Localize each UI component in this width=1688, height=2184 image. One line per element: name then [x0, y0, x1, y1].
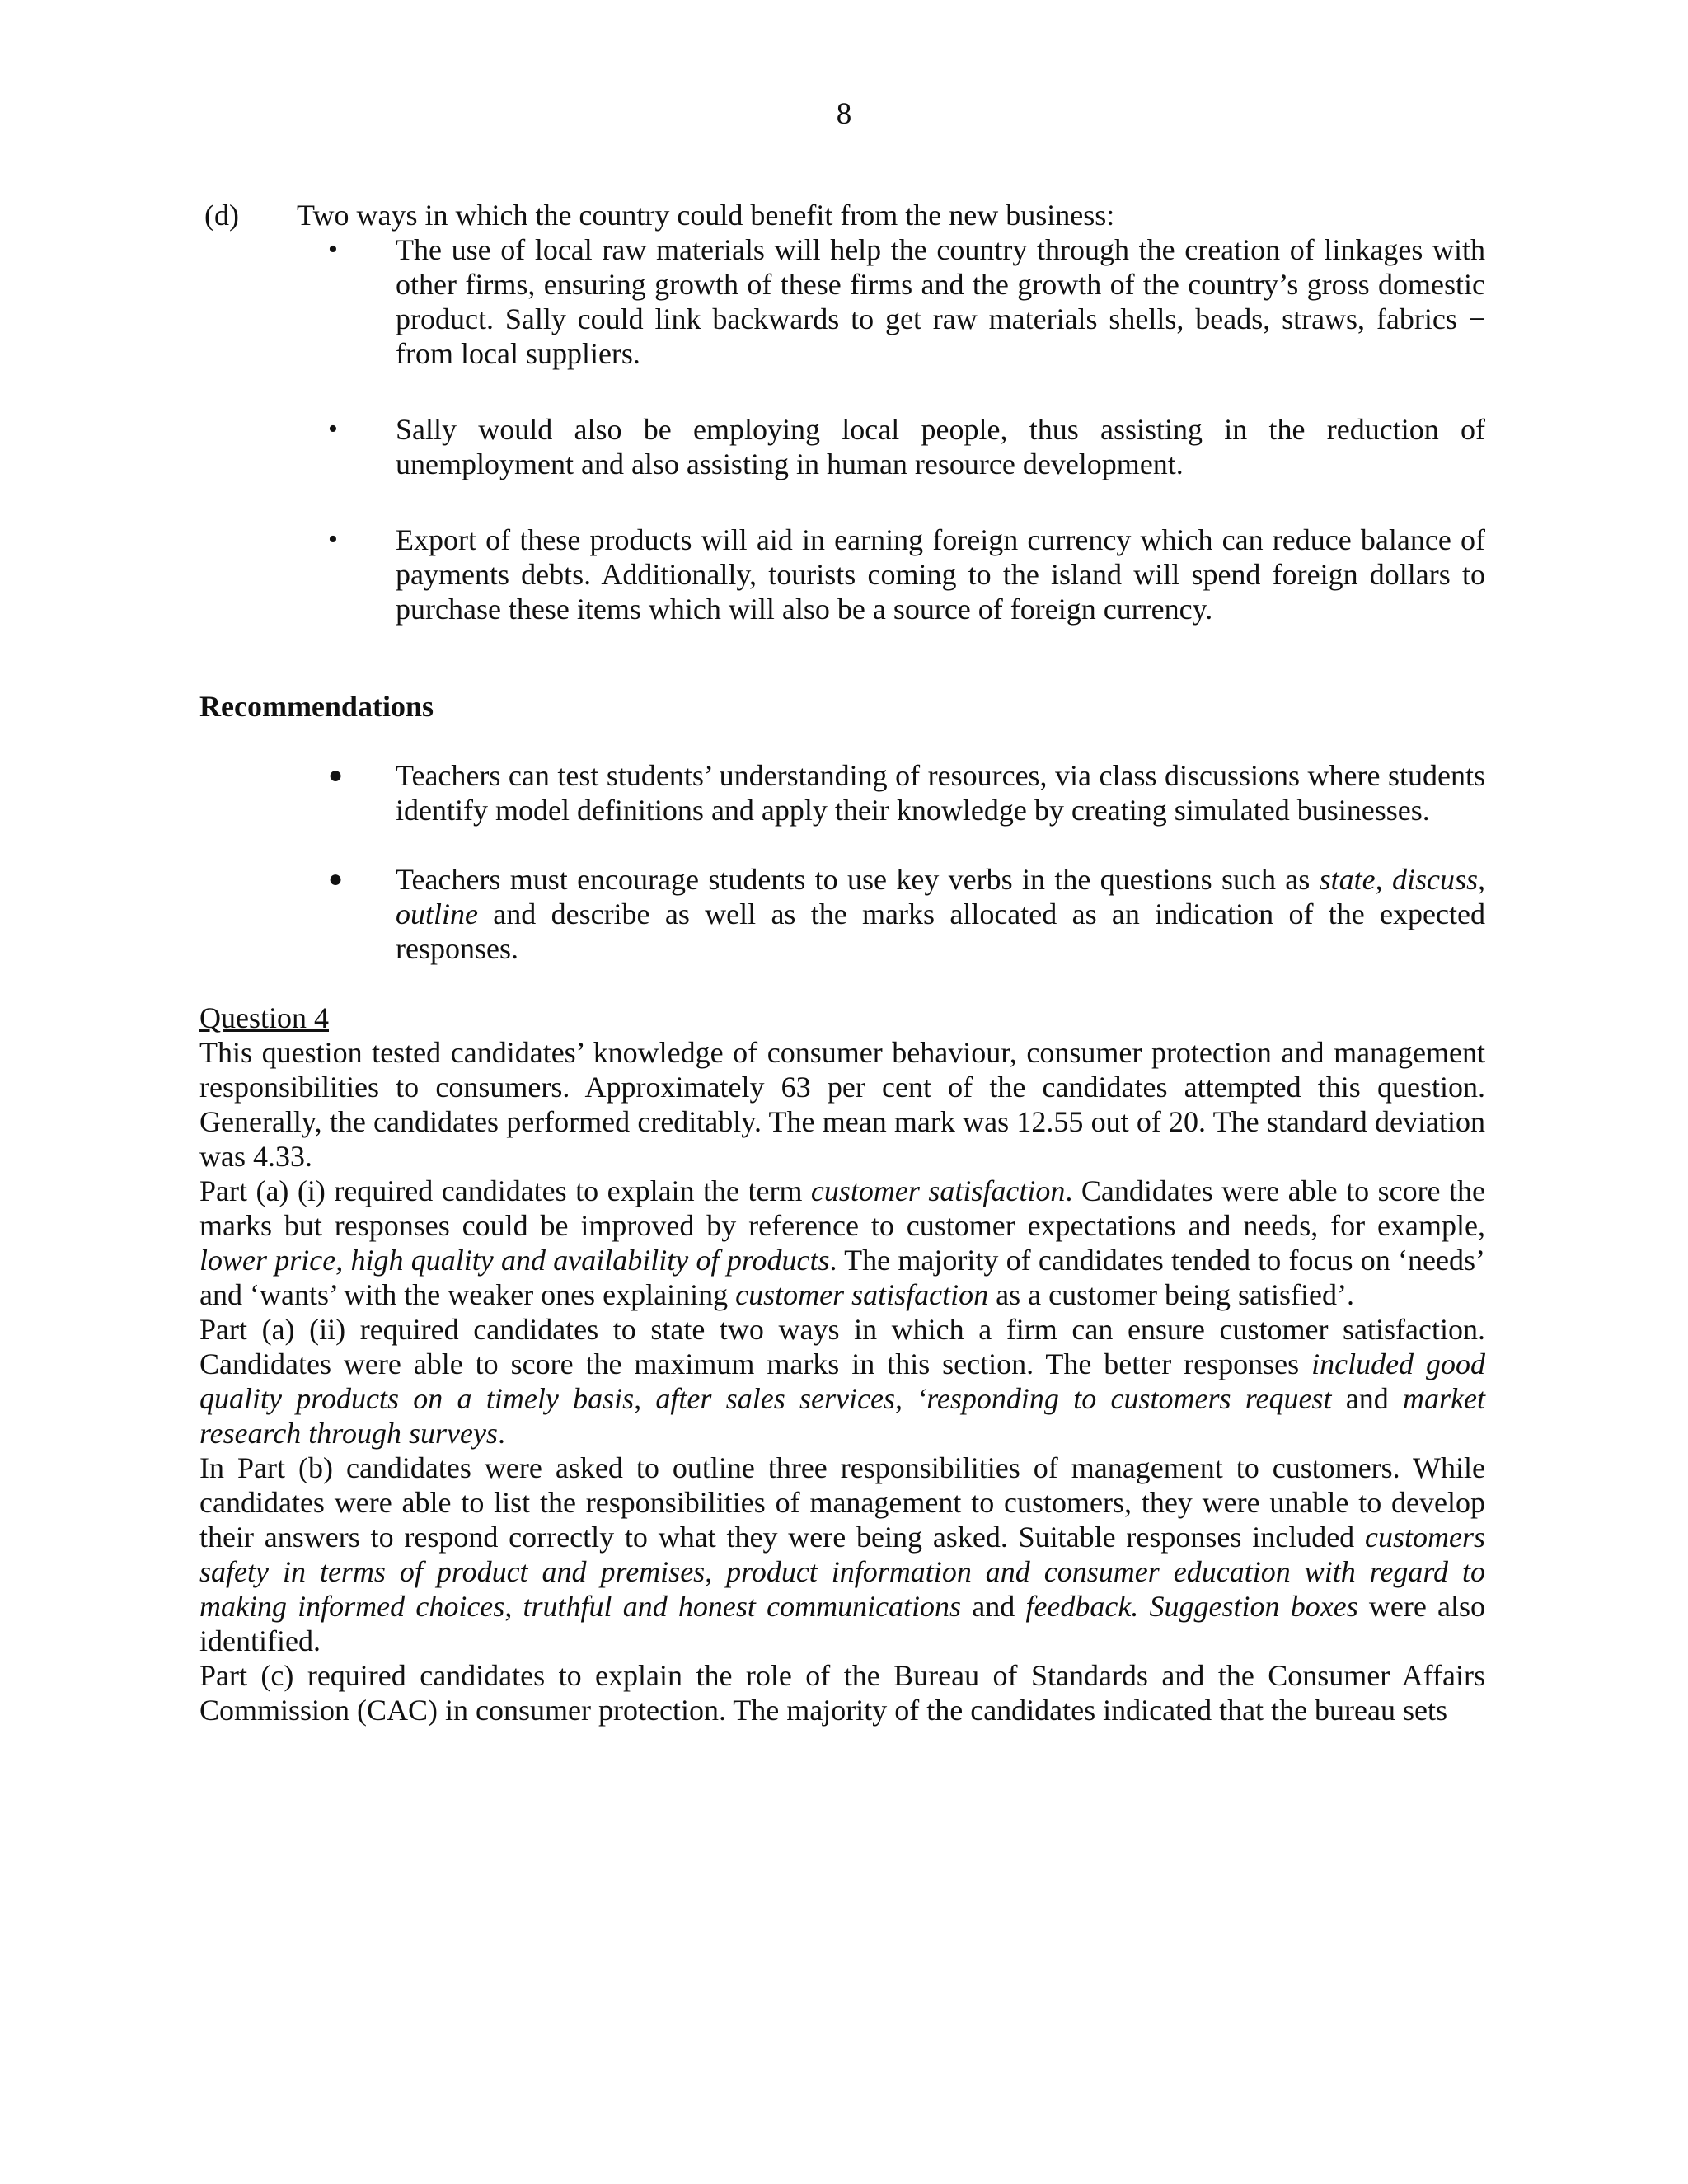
- list-item: [328, 523, 1485, 626]
- page-content: [199, 198, 1485, 1727]
- bullet-text: Export of these products will aid in earning foreign currency which can reduce balance of payments debts. Additionally, tourists coming to the island will spend foreign dollars to purchase these items which will also be a source of foreign currency.: [396, 523, 1485, 626]
- page-number: 8: [836, 97, 852, 131]
- part-c-paragraph: Part (c) required candidates to explain the role of the Bureau of Standards and the Consumer Affairs Commission (CAC) in consumer protection. The majority of the candidates indicated that the bureau sets: [199, 1659, 1485, 1727]
- part-a-ii-paragraph: Part (a) (ii) required candidates to state two ways in which a firm can ensure customer satisfaction. Candidates were able to score the maximum marks in this section. The better responses included good quality products on a timely basis, after sales services, ‘responding to customers request and market research through surveys.: [199, 1313, 1485, 1450]
- recommendation-text: Teachers must encourage students to use key verbs in the questions such as state, discuss, outline and describe as well as the marks allocated as an indication of the expected responses.: [396, 863, 1485, 965]
- part-a-i-paragraph: Part (a) (i) required candidates to explain the term customer satisfaction. Candidates were able to score the marks but responses could be improved by reference to customer expectations and needs, for example, lower price, high quality and availability of products. The majority of candidates tended to focus on ‘needs’ and ‘wants’ with the weaker ones explaining customer satisfaction as a customer being satisfied’.: [199, 1174, 1485, 1311]
- recommendations-heading: Recommendations: [199, 690, 434, 723]
- bullet-icon: ●: [328, 865, 344, 893]
- bullet-text: Sally would also be employing local people, thus assisting in the reduction of unemployment and also assisting in human resource development.: [396, 413, 1485, 480]
- section-d-intro: Two ways in which the country could benefit from the new business:: [297, 199, 1115, 232]
- recommendations-list: [199, 758, 1485, 966]
- bullet-icon: ●: [328, 762, 344, 789]
- question-4-heading: Question 4: [199, 1001, 329, 1034]
- list-item: [328, 862, 1485, 966]
- list-item: [328, 412, 1485, 481]
- question-4-intro: This question tested candidates’ knowledge of consumer behaviour, consumer protection and management responsibilities to consumers. Approximately 63 per cent of the candidates attempted this question. Generally, the candidates performed creditably. The mean mark was 12.55 out of 20. The standard deviation was 4.33.: [199, 1036, 1485, 1173]
- list-item: [328, 758, 1485, 827]
- section-d-label: (d): [204, 199, 239, 232]
- bullet-text: The use of local raw materials will help the country through the creation of linkages with other firms, ensuring growth of these firms and the growth of the country’s gross domestic product. Sally could link backwards to get raw materials shells, beads, straws, fabrics − from local suppliers.: [396, 233, 1485, 370]
- bullet-icon: •: [328, 414, 338, 444]
- section-d-bullet-list: [199, 232, 1485, 626]
- bullet-icon: •: [328, 524, 338, 555]
- part-b-paragraph: In Part (b) candidates were asked to outline three responsibilities of management to customers. While candidates were able to list the responsibilities of management to customers, they were unable to develop their answers to respond correctly to what they were being asked. Suitable responses included customers safety in terms of product and premises, product information and consumer education with regard to making informed choices, truthful and honest communications and feedback. Suggestion boxes were also identified.: [199, 1451, 1486, 1657]
- list-item: [328, 232, 1485, 371]
- section-d-header: [199, 198, 1485, 232]
- bullet-icon: •: [328, 234, 338, 265]
- recommendation-text: Teachers can test students’ understanding of resources, via class discussions where students identify model definitions and apply their knowledge by creating simulated businesses.: [396, 759, 1485, 827]
